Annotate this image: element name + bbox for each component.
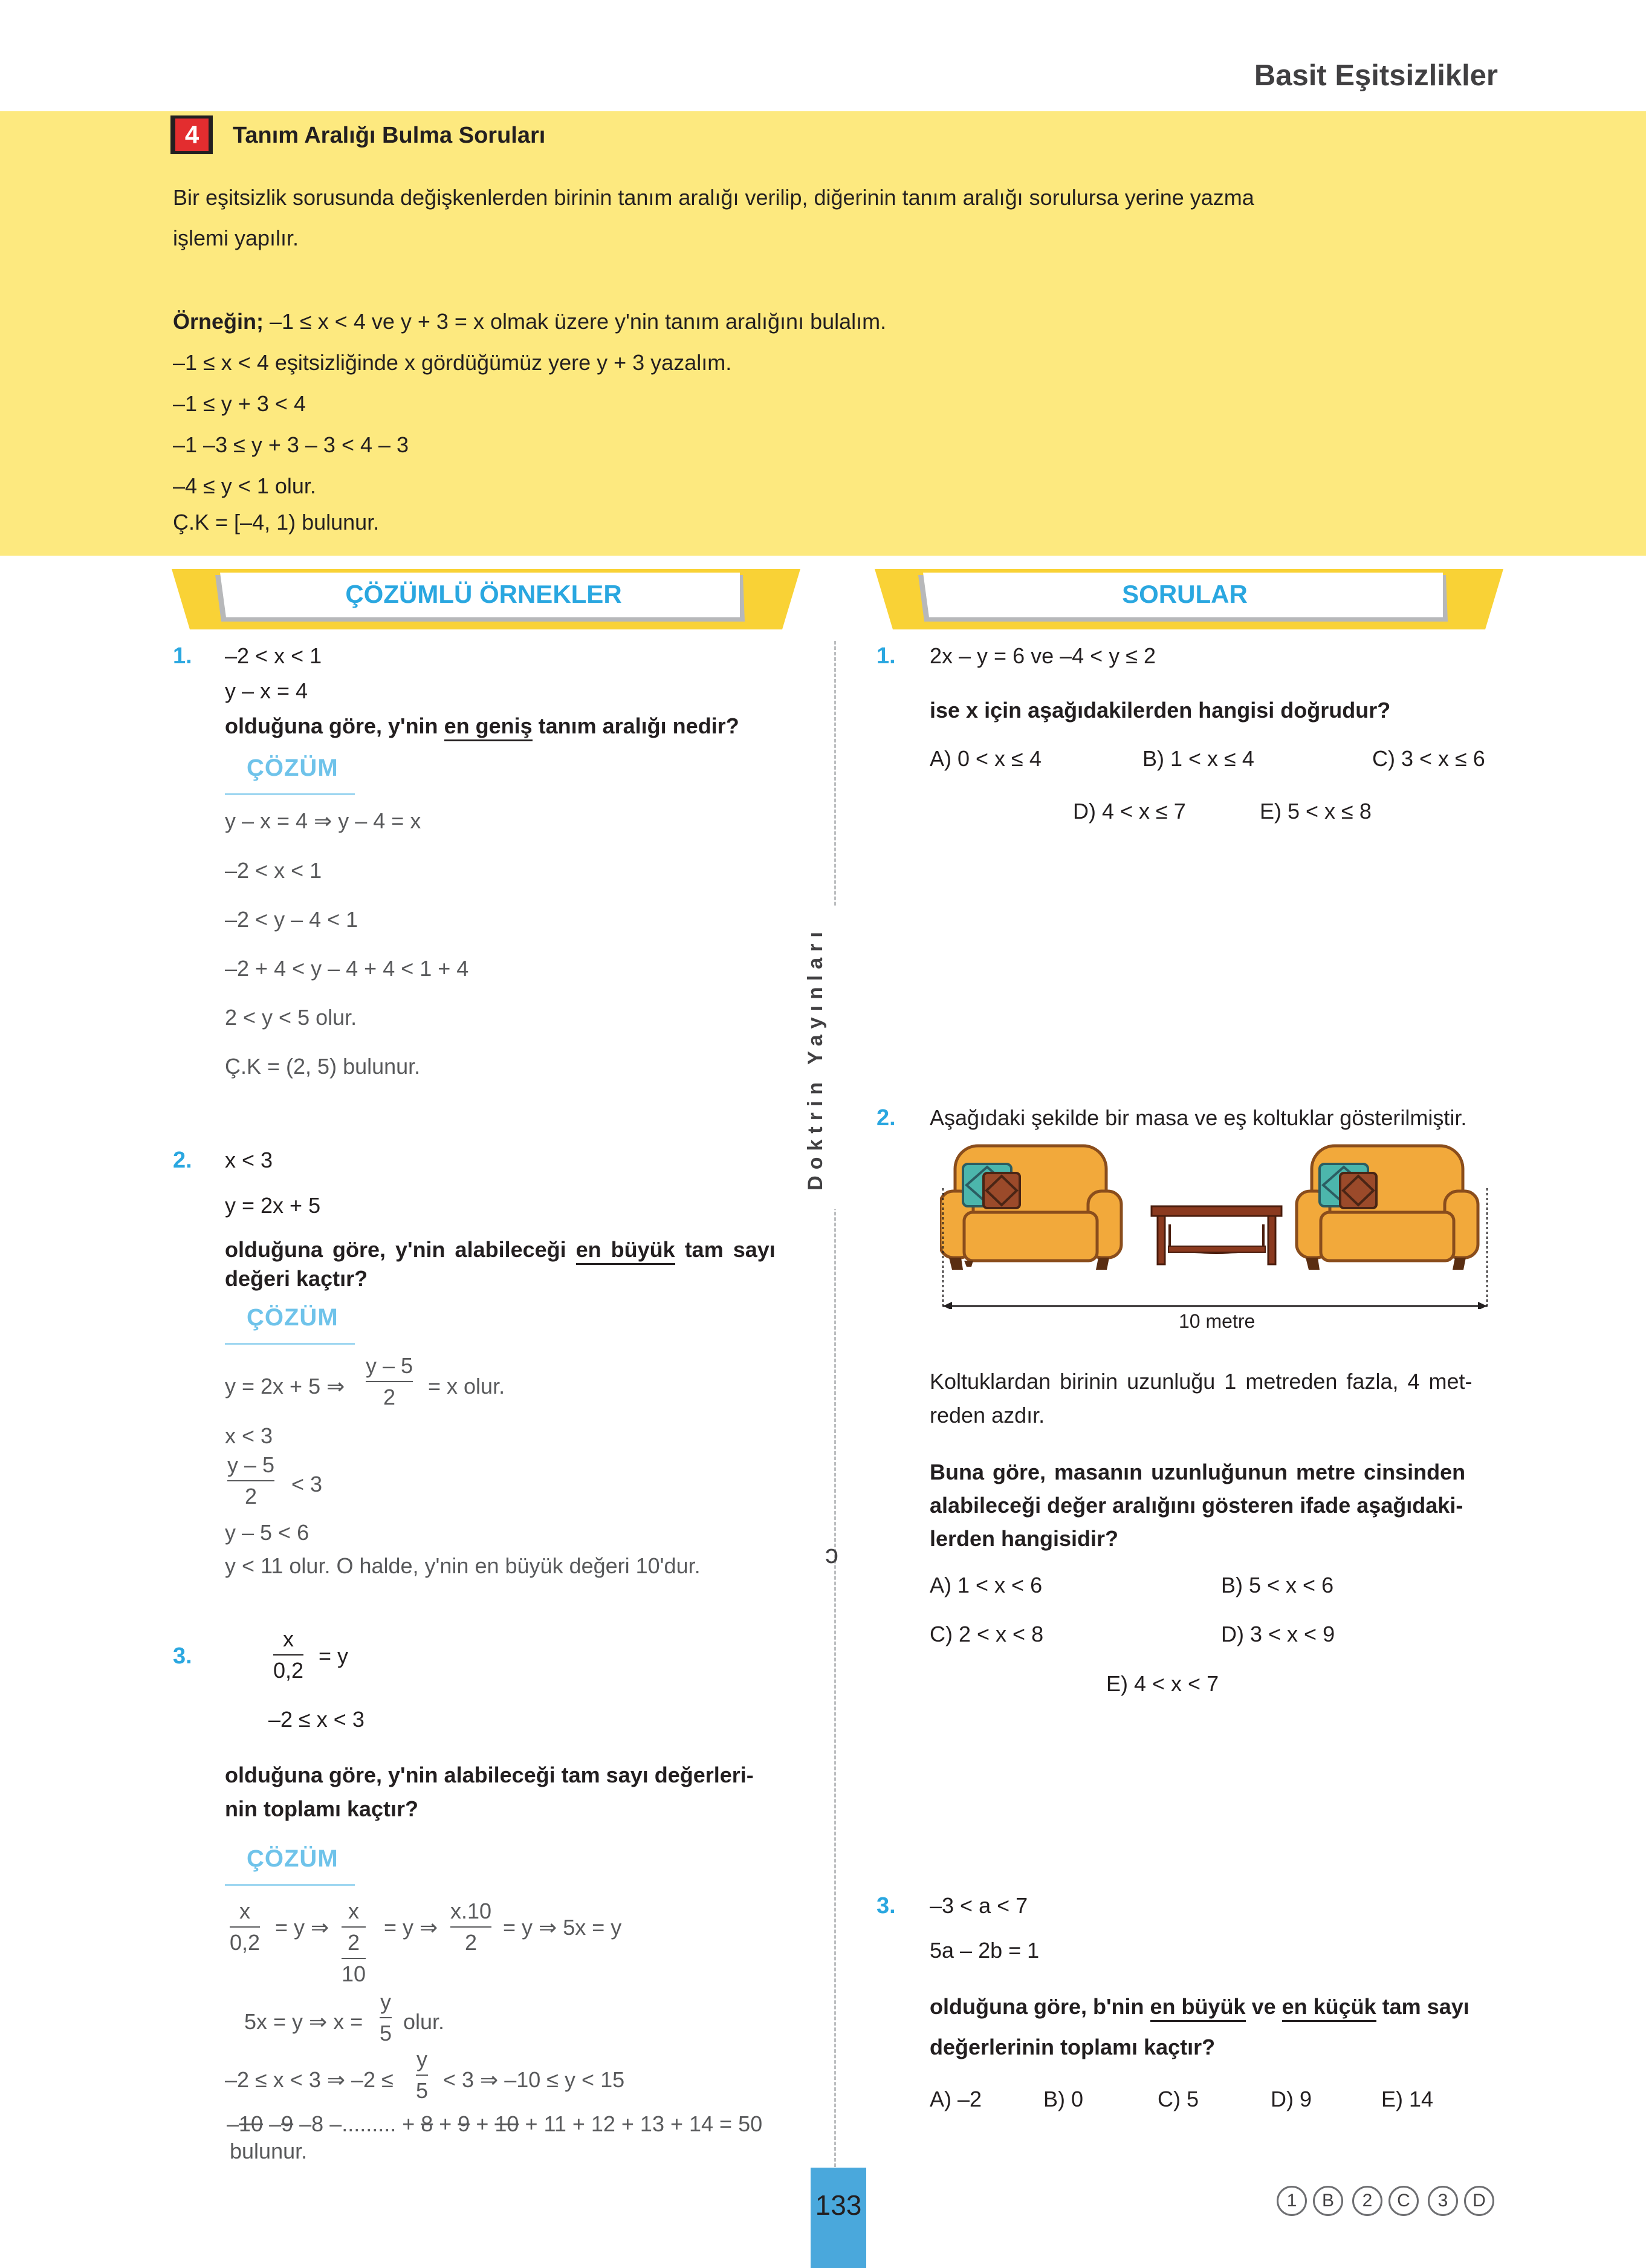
sum-part: + (470, 2111, 495, 2136)
cancelled-term: 8 (421, 2111, 433, 2136)
question-text-part: tam sayı (1376, 1994, 1469, 2019)
solution-underline (225, 1343, 355, 1345)
question-text-part: ve (1245, 1994, 1282, 2019)
answer-option[interactable]: A) 0 < x ≤ 4 (930, 746, 1042, 771)
fraction (416, 2047, 428, 2104)
solution-step: < 3 (291, 1472, 323, 1496)
fraction (273, 1626, 303, 1683)
question-text-part: tam sayı (675, 1237, 776, 1262)
answer-option[interactable]: D) 9 (1271, 2087, 1312, 2111)
answer-option[interactable]: B) 1 < x ≤ 4 (1142, 746, 1254, 771)
right-banner-title: SORULAR (1122, 580, 1248, 608)
dimension-label: 10 metre (1179, 1310, 1256, 1332)
solution-step: Ç.K = (2, 5) bulunur. (225, 1054, 421, 1079)
answer-option[interactable]: D) 4 < x ≤ 7 (1073, 799, 1186, 824)
fraction-numerator: x (239, 1899, 251, 1923)
solution-step: 5x = y ⇒ x = (244, 2009, 363, 2034)
fraction (380, 1989, 392, 2046)
answer-option[interactable]: C) 5 (1158, 2087, 1199, 2111)
given-line: 5a – 2b = 1 (930, 1938, 1040, 1963)
given-line: y – x = 4 (225, 678, 308, 703)
cancelled-term: 9 (458, 2111, 470, 2136)
answer-key-number: 2 (1352, 2186, 1382, 2216)
answer-key-letter: B (1313, 2186, 1343, 2216)
sofa-table-illustration (940, 1140, 1496, 1309)
cancelled-term: 10 (239, 2111, 264, 2136)
section-title: Tanım Aralığı Bulma Soruları (233, 123, 546, 148)
question-number: 3. (173, 1643, 192, 1669)
answer-option[interactable]: E) 5 < x ≤ 8 (1260, 799, 1372, 824)
publisher-logo-icon: ↄ (825, 1539, 838, 1569)
solution-step: y < 11 olur. O halde, y'nin en büyük değeri 10'dur. (225, 1553, 701, 1578)
example-text: –1 ≤ x < 4 ve y + 3 = x olmak üzere y'nin tanım aralığını bulalım. (264, 309, 887, 334)
question-text: alabileceği değer aralığını gösteren ifade aşağıdaki- (930, 1493, 1463, 1518)
solution-label: ÇÖZÜM (247, 755, 339, 781)
sum-part: – (227, 2111, 239, 2136)
fraction-numerator: x (348, 1899, 360, 1923)
section-intro-line1: Bir eşitsizlik sorusunda değişkenlerden birinin tanım aralığı verilip, diğerinin tanım aralığı sorulursa yerine yazma (173, 185, 1254, 210)
solution-step: olur. (403, 2009, 445, 2034)
solution-step: –2 < y – 4 < 1 (225, 907, 358, 932)
solution-label: ÇÖZÜM (247, 1845, 339, 1872)
answer-option[interactable]: C) 3 < x ≤ 6 (1372, 746, 1485, 771)
question-number: 1. (876, 643, 896, 669)
question-underlined: en büyük (1150, 1994, 1246, 2022)
question-text (225, 713, 739, 739)
question-desc: reden azdır. (930, 1403, 1045, 1428)
given-line: –3 < a < 7 (930, 1893, 1028, 1918)
question-underlined: en küçük (1282, 1994, 1376, 2022)
fraction (366, 1353, 413, 1410)
section-number-badge-inner: 4 (175, 119, 209, 151)
answer-key-number: 1 (1277, 2186, 1307, 2216)
fraction-numerator: x (283, 1626, 294, 1651)
fraction-denominator: 0,2 (273, 1658, 304, 1683)
given-line: y = 2x + 5 (225, 1193, 321, 1218)
answer-option[interactable]: C) 2 < x < 8 (930, 1622, 1044, 1646)
given-line: 2x – y = 6 ve –4 < y ≤ 2 (930, 643, 1156, 668)
answer-option[interactable]: E) 14 (1381, 2087, 1434, 2111)
example-step: Ç.K = [–4, 1) bulunur. (173, 510, 380, 535)
side-publisher-label: Doktrin Yayınları (804, 926, 827, 1191)
question-text (225, 1236, 776, 1262)
given-line: x < 3 (225, 1148, 273, 1172)
answer-key-letter: D (1464, 2186, 1494, 2216)
solution-step: –2 < x < 1 (225, 858, 322, 883)
solution-step: –2 ≤ x < 3 ⇒ –2 ≤ (225, 2067, 394, 2092)
fraction-denominator: 5 (416, 2078, 429, 2103)
fraction (227, 1452, 274, 1509)
question-text (930, 1993, 1469, 2019)
question-text-part: olduğuna göre, y'nin (225, 713, 444, 738)
question-text: olduğuna göre, y'nin alabileceği tam sayı değerleri- (225, 1763, 754, 1787)
left-sofa-icon (940, 1146, 1121, 1270)
answer-option[interactable]: B) 0 (1043, 2087, 1084, 2111)
fraction-denominator: 2 (348, 1930, 360, 1955)
solution-step: y – 5 < 6 (225, 1520, 309, 1545)
answer-key-letter: C (1388, 2186, 1419, 2216)
fraction (342, 1899, 366, 1987)
side-publisher-text (804, 907, 840, 1209)
fraction-numerator: y – 5 (366, 1353, 413, 1378)
solution-step: –2 + 4 < y – 4 + 4 < 1 + 4 (225, 956, 469, 981)
example-step: –4 ≤ y < 1 olur. (173, 473, 316, 498)
fraction-numerator: y (416, 2047, 428, 2071)
question-text: nin toplamı kaçtır? (225, 1796, 419, 1821)
question-underlined: en geniş (444, 713, 533, 741)
answer-option[interactable]: B) 5 < x < 6 (1221, 1573, 1334, 1597)
solution-step: y = 2x + 5 ⇒ (225, 1374, 345, 1399)
solution-step: 2 < y < 5 olur. (225, 1005, 357, 1030)
question-text: Buna göre, masanın uzunluğunun metre cinsinden (930, 1460, 1466, 1484)
fraction-denominator: 2 (465, 1930, 478, 1955)
solution-step: = y ⇒ (275, 1915, 329, 1940)
given-line: –2 < x < 1 (225, 643, 322, 668)
question-text: ise x için aşağıdakilerden hangisi doğrudur? (930, 698, 1391, 723)
fraction-numerator: x.10 (450, 1899, 492, 1923)
page-number: 133 (815, 2189, 862, 2221)
question-text: lerden hangisidir? (930, 1526, 1119, 1551)
fraction-denominator: 5 (380, 2021, 392, 2045)
left-banner-title: ÇÖZÜMLÜ ÖRNEKLER (345, 580, 622, 608)
solution-underline (225, 793, 355, 795)
answer-option[interactable]: A) 1 < x < 6 (930, 1573, 1043, 1597)
fraction-denominator: 10 (342, 1961, 366, 1986)
solution-step: = y ⇒ (384, 1915, 438, 1940)
given-line: = y (319, 1643, 349, 1668)
question-text: değerlerinin toplamı kaçtır? (930, 2035, 1216, 2059)
cancelled-term: 10 (494, 2111, 519, 2136)
fraction-denominator: 2 (245, 1484, 258, 1509)
question-text-part: tanım aralığı nedir? (532, 713, 739, 738)
section-intro-line2: işlemi yapılır. (173, 226, 299, 250)
solution-underline (225, 1884, 355, 1886)
solution-step: x < 3 (225, 1423, 273, 1448)
solution-step: = y ⇒ 5x = y (503, 1915, 622, 1940)
sum-part: – (263, 2111, 282, 2136)
header-title: Basit Eşitsizlikler (1254, 59, 1498, 92)
question-desc: Koltuklardan birinin uzunluğu 1 metreden fazla, 4 met- (930, 1369, 1473, 1394)
answer-option[interactable]: A) –2 (930, 2087, 982, 2111)
answer-option[interactable]: E) 4 < x < 7 (1106, 1671, 1219, 1696)
given-line: –2 ≤ x < 3 (268, 1707, 365, 1732)
coffee-table-icon (1152, 1206, 1281, 1264)
question-number: 3. (876, 1893, 896, 1919)
sum-part: + 11 + 12 + 13 + 14 = 50 (519, 2111, 763, 2136)
fraction-denominator: 2 (383, 1385, 396, 1409)
example-step: –1 ≤ y + 3 < 4 (173, 391, 306, 416)
solution-step: < 3 ⇒ –10 ≤ y < 15 (443, 2067, 625, 2092)
solution-label: ÇÖZÜM (247, 1304, 339, 1331)
sum-part: –8 –......... + (293, 2111, 421, 2136)
solution-step: = x olur. (428, 1374, 505, 1399)
question-text: değeri kaçtır? (225, 1266, 368, 1291)
question-number: 2. (876, 1105, 896, 1131)
fraction (450, 1899, 491, 1955)
sum-part: + (433, 2111, 458, 2136)
fraction-numerator: y (380, 1989, 392, 2014)
answer-key-number: 3 (1428, 2186, 1458, 2216)
example-step: –1 ≤ x < 4 eşitsizliğinde x gördüğümüz yere y + 3 yazalım. (173, 350, 732, 375)
fraction (230, 1899, 260, 1955)
cancelled-term: 9 (281, 2111, 294, 2136)
question-text-part: olduğuna göre, b'nin (930, 1994, 1150, 2019)
solution-step: y – x = 4 ⇒ y – 4 = x (225, 808, 421, 833)
answer-option[interactable]: D) 3 < x < 9 (1221, 1622, 1335, 1646)
example-line (173, 308, 886, 334)
solution-step: bulunur. (230, 2139, 308, 2163)
question-underlined: en büyük (576, 1237, 675, 1265)
fraction-denominator: 0,2 (230, 1930, 261, 1955)
example-step: –1 –3 ≤ y + 3 – 3 < 4 – 3 (173, 432, 409, 457)
question-intro: Aşağıdaki şekilde bir masa ve eş koltuklar gösterilmiştir. (930, 1105, 1467, 1130)
question-number: 2. (173, 1148, 192, 1173)
solution-step-sum (227, 2111, 762, 2137)
right-sofa-icon (1297, 1146, 1478, 1270)
fraction-numerator: y – 5 (227, 1452, 275, 1477)
column-divider (834, 641, 836, 2189)
example-label: Örneğin; (173, 309, 264, 334)
question-number: 1. (173, 643, 192, 669)
question-text-part: olduğuna göre, y'nin alabileceği (225, 1237, 576, 1262)
